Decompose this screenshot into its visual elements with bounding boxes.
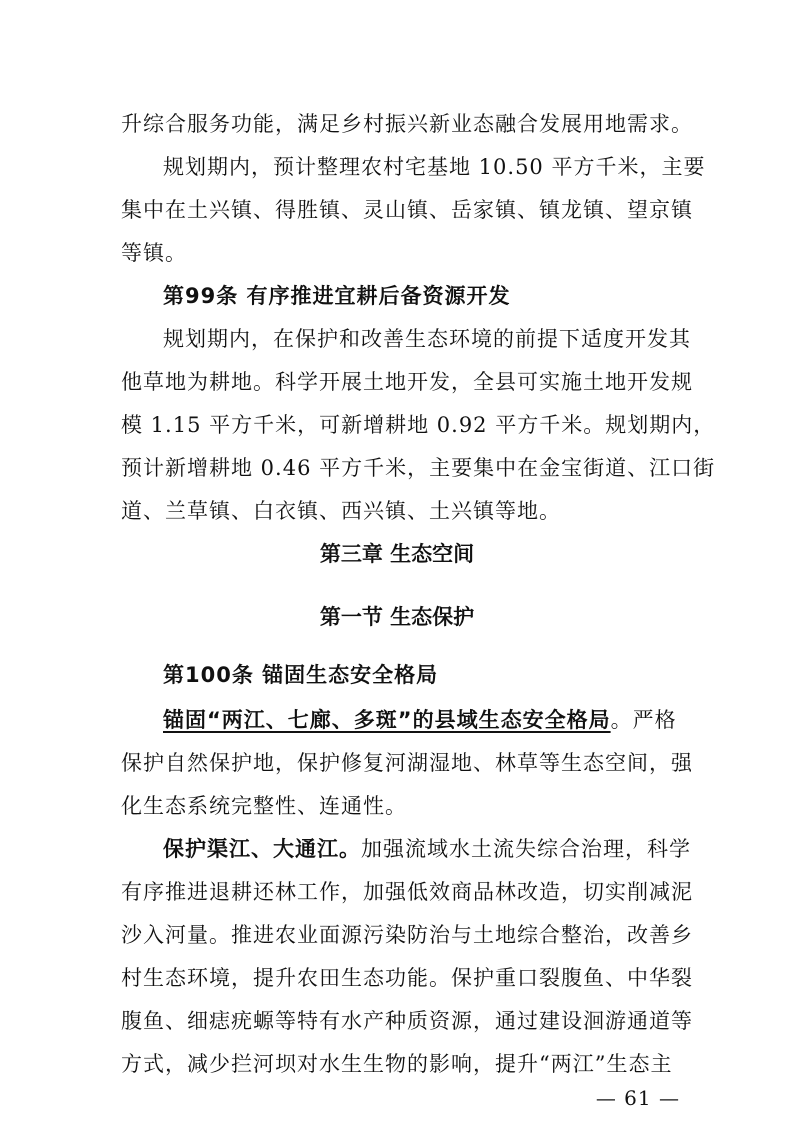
- emphasis-text: 保护渠江、大通江。: [163, 837, 361, 861]
- page-number: — 61 —: [595, 1086, 680, 1110]
- text-line: 预计新增耕地 0.46 平方千米，主要集中在金宝街道、江口街: [121, 456, 716, 480]
- text-line: 保护自然保护地，保护修复河湖湿地、林草等生态空间，强: [121, 751, 693, 775]
- section-heading: 第一节 生态保护: [319, 605, 475, 629]
- text-line: 有序推进退耕还林工作，加强低效商品林改造，切实削减泥: [121, 880, 693, 904]
- text-line: 沙入河量。推进农业面源污染防治与土地综合整治，改善乡: [121, 923, 693, 947]
- text-line: 化生态系统完整性、连通性。: [121, 794, 407, 818]
- text-line: 村生态环境，提升农田生态功能。保护重口裂腹鱼、中华裂: [121, 966, 693, 990]
- text-line: 道、兰草镇、白衣镇、西兴镇、土兴镇等地。: [121, 499, 561, 523]
- text-run: 加强流域水土流失综合治理，科学: [361, 837, 691, 861]
- text-line: [163, 706, 677, 734]
- text-line: 集中在土兴镇、得胜镇、灵山镇、岳家镇、镇龙镇、望京镇: [121, 198, 693, 222]
- emphasis-text: 锚固“两江、七廊、多斑”的县域生态安全格局: [163, 708, 611, 732]
- text-line: 他草地为耕地。科学开展土地开发，全县可实施土地开发规: [121, 370, 693, 394]
- text-line: 等镇。: [121, 241, 187, 265]
- text-line: 升综合服务功能，满足乡村振兴新业态融合发展用地需求。: [121, 112, 693, 136]
- text-line: 方式，减少拦河坝对水生生物的影响，提升“两江”生态主: [121, 1052, 673, 1076]
- text-line: 规划期内，预计整理农村宅基地 10.50 平方千米，主要: [163, 155, 706, 179]
- text-line: 模 1.15 平方千米，可新增耕地 0.92 平方千米。规划期内，: [121, 413, 716, 437]
- text-run: 。严格: [610, 708, 677, 732]
- text-line: 腹鱼、细痣疣螈等特有水产种质资源，通过建设洄游通道等: [121, 1009, 693, 1033]
- text-line: [163, 835, 691, 863]
- article-heading: 第99条 有序推进宜耕后备资源开发: [163, 284, 511, 308]
- chapter-heading: 第三章 生态空间: [319, 542, 475, 566]
- text-line: 规划期内，在保护和改善生态环境的前提下适度开发其: [163, 327, 691, 351]
- article-heading: 第100条 锚固生态安全格局: [163, 663, 439, 687]
